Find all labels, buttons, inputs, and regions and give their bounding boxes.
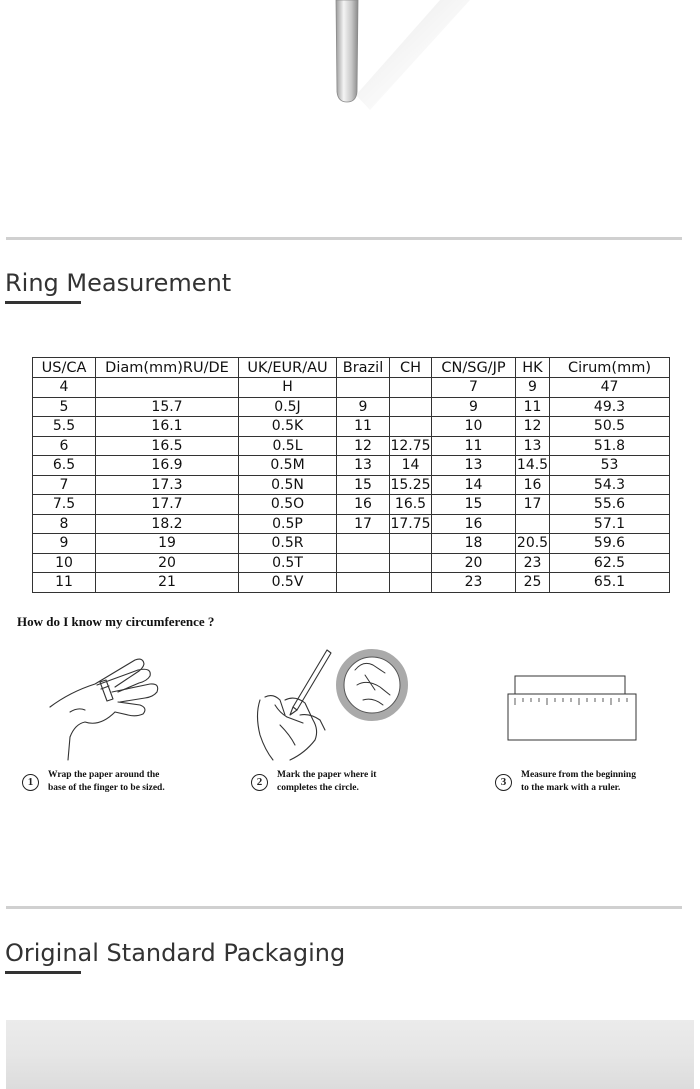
table-cell: 0.5N xyxy=(239,475,337,495)
table-cell: 53 xyxy=(550,456,670,476)
section-divider xyxy=(6,237,682,240)
table-row xyxy=(33,456,670,476)
table-cell: 18 xyxy=(432,534,516,554)
table-cell: 7.5 xyxy=(33,495,96,515)
column-header: Cirum(mm) xyxy=(550,358,670,378)
table-cell: 16 xyxy=(432,514,516,534)
table-row xyxy=(33,475,670,495)
table-cell: 10 xyxy=(33,553,96,573)
table-cell: 16.5 xyxy=(390,495,432,515)
table-row xyxy=(33,495,670,515)
table-cell: 18.2 xyxy=(96,514,239,534)
table-cell xyxy=(337,553,390,573)
table-row xyxy=(33,378,670,398)
table-cell: 59.6 xyxy=(550,534,670,554)
table-cell: 0.5K xyxy=(239,417,337,437)
circumference-question: How do I know my circumference ? xyxy=(17,614,215,629)
table-cell xyxy=(390,553,432,573)
table-cell: 9 xyxy=(337,397,390,417)
table-cell: 23 xyxy=(516,553,550,573)
table-cell: 0.5L xyxy=(239,436,337,456)
table-cell: 19 xyxy=(96,534,239,554)
table-cell: 17.75 xyxy=(390,515,431,532)
table-cell: 8 xyxy=(33,514,96,534)
table-cell: 16 xyxy=(516,475,550,495)
table-cell: 54.3 xyxy=(550,475,670,495)
table-cell: 14 xyxy=(390,456,432,476)
packaging-title: Original Standard Packaging xyxy=(5,939,346,967)
step-2-caption xyxy=(277,769,376,794)
table-cell: 17 xyxy=(516,495,550,515)
table-cell: 5 xyxy=(33,397,96,417)
table-row xyxy=(33,436,670,456)
step-2-line-1: Mark the paper where it xyxy=(277,770,377,780)
table-cell: 12 xyxy=(337,436,390,456)
table-cell: 15.25 xyxy=(390,476,431,493)
table-row xyxy=(33,417,670,437)
table-cell: 12 xyxy=(516,417,550,437)
table-cell xyxy=(96,378,239,398)
title-underline xyxy=(5,971,81,974)
ring-measurement-title: Ring Measurement xyxy=(5,269,232,297)
step-1-line-2: base of the finger to be sized. xyxy=(48,782,165,793)
table-cell xyxy=(390,378,432,398)
table-cell: 17 xyxy=(337,514,390,534)
step-1-number-icon: 1 xyxy=(22,774,39,791)
table-row xyxy=(33,573,670,593)
step-3-number-icon: 3 xyxy=(495,774,512,791)
table-cell: 6.5 xyxy=(33,456,96,476)
table-cell xyxy=(390,534,432,554)
table-cell: 7 xyxy=(432,378,516,398)
table-cell: 0.5R xyxy=(239,534,337,554)
step-1-caption xyxy=(48,769,165,794)
table-row xyxy=(33,514,670,534)
column-header: Brazil xyxy=(337,358,390,378)
table-header-row xyxy=(33,358,670,378)
table-cell: 15 xyxy=(337,475,390,495)
table-cell: 65.1 xyxy=(550,573,670,593)
table-cell: 4 xyxy=(33,378,96,398)
table-cell: 11 xyxy=(337,417,390,437)
table-cell: 0.5V xyxy=(239,573,337,593)
step-3-line-2: to the mark with a ruler. xyxy=(521,782,621,793)
table-cell: 11 xyxy=(432,436,516,456)
table-body xyxy=(33,378,670,593)
table-cell: 51.8 xyxy=(550,436,670,456)
table-cell: 0.5O xyxy=(239,495,337,515)
table-cell: 49.3 xyxy=(550,397,670,417)
table-cell: H xyxy=(239,378,337,398)
table-cell: 0.5J xyxy=(239,397,337,417)
column-header: Diam(mm)RU/DE xyxy=(96,358,239,378)
step-3-caption xyxy=(521,769,636,794)
table-cell: 16.5 xyxy=(96,436,239,456)
table-cell: 16.9 xyxy=(96,456,239,476)
table-cell xyxy=(337,378,390,398)
table-cell: 20 xyxy=(432,553,516,573)
table-cell: 0.5M xyxy=(239,456,337,476)
table-cell: 6 xyxy=(33,436,96,456)
table-cell: 12.75 xyxy=(390,437,431,454)
table-cell: 13 xyxy=(516,436,550,456)
packaging-photo xyxy=(6,1020,694,1089)
title-underline xyxy=(5,301,81,304)
table-cell: 7 xyxy=(33,475,96,495)
table-cell: 15 xyxy=(432,495,516,515)
table-row xyxy=(33,397,670,417)
step-3-line-1: Measure from the beginning xyxy=(521,770,636,780)
column-header: CN/SG/JP xyxy=(432,358,516,378)
table-cell xyxy=(337,534,390,554)
table-cell: 25 xyxy=(516,573,550,593)
table-cell: 9 xyxy=(33,534,96,554)
table-cell: 14.5 xyxy=(516,457,549,474)
table-cell xyxy=(390,397,432,417)
table-cell: 15.7 xyxy=(96,397,239,417)
ring-size-table xyxy=(32,357,670,593)
table-row xyxy=(33,553,670,573)
step-2-number-icon: 2 xyxy=(251,774,268,791)
table-cell: 9 xyxy=(432,397,516,417)
step-1-line-1: Wrap the paper around the xyxy=(48,770,160,780)
ruler-illustration xyxy=(505,675,640,743)
table-cell: 11 xyxy=(516,397,550,417)
table-cell: 20.5 xyxy=(516,535,549,552)
table-cell: 11 xyxy=(33,573,96,593)
table-cell xyxy=(390,573,432,593)
column-header: US/CA xyxy=(33,358,96,378)
table-cell: 21 xyxy=(96,573,239,593)
section-divider xyxy=(6,906,682,909)
table-cell: 62.5 xyxy=(550,553,670,573)
table-cell: 0.5P xyxy=(239,514,337,534)
column-header: HK xyxy=(516,358,550,378)
table-cell: 13 xyxy=(432,456,516,476)
table-cell: 16 xyxy=(337,495,390,515)
table-cell: 5.5 xyxy=(33,417,96,437)
table-cell: 17.3 xyxy=(96,475,239,495)
table-row xyxy=(33,534,670,554)
table-cell: 17.7 xyxy=(96,495,239,515)
table-cell: 14 xyxy=(432,475,516,495)
table-cell: 50.5 xyxy=(550,417,670,437)
table-cell: 47 xyxy=(550,378,670,398)
table-cell: 23 xyxy=(432,573,516,593)
table-cell xyxy=(337,573,390,593)
table-cell: 16.1 xyxy=(96,417,239,437)
column-header: CH xyxy=(390,358,432,378)
table-cell: 55.6 xyxy=(550,495,670,515)
table-cell: 13 xyxy=(337,456,390,476)
product-photo-top xyxy=(0,0,700,120)
column-header: UK/EUR/AU xyxy=(239,358,337,378)
table-cell xyxy=(516,514,550,534)
table-cell: 0.5T xyxy=(239,553,337,573)
table-cell xyxy=(390,417,432,437)
mark-paper-illustration xyxy=(245,645,415,765)
table-cell: 10 xyxy=(432,417,516,437)
step-2-line-2: completes the circle. xyxy=(277,782,359,793)
wrap-paper-hand-illustration xyxy=(40,652,170,764)
table-cell: 57.1 xyxy=(550,514,670,534)
table-cell: 20 xyxy=(96,553,239,573)
table-cell: 9 xyxy=(516,378,550,398)
